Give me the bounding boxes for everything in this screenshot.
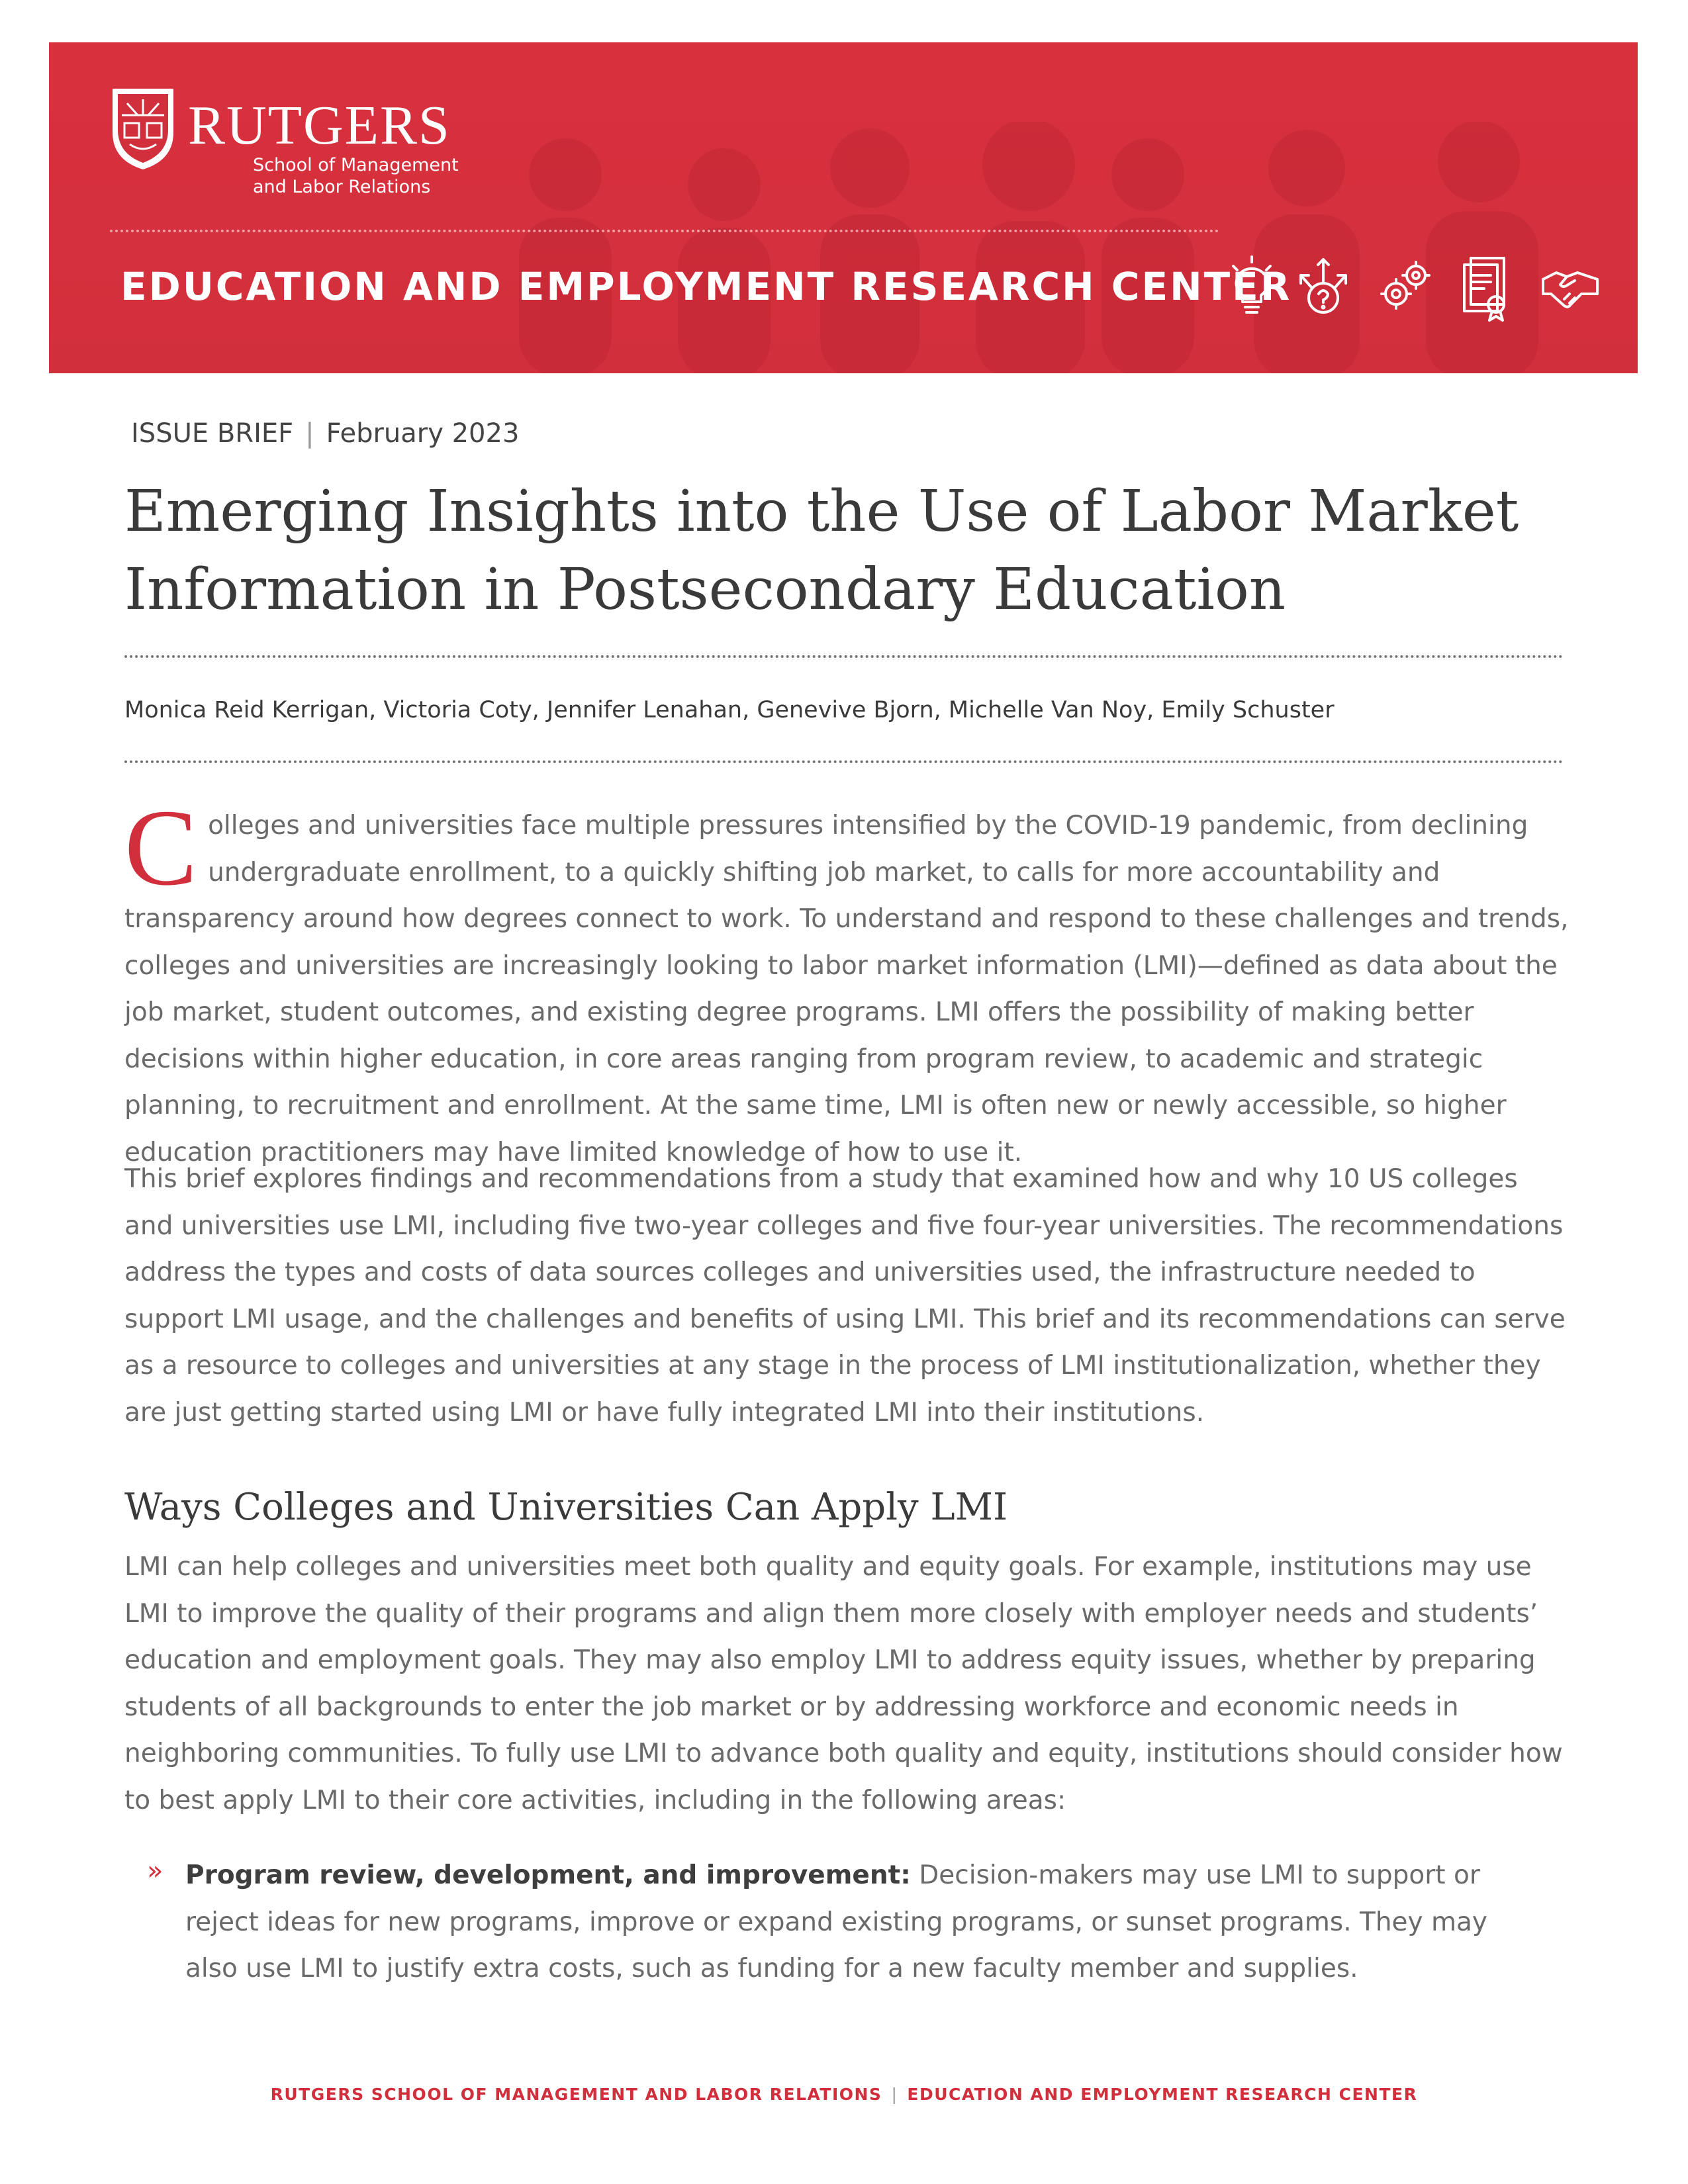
- issue-label: ISSUE BRIEF: [131, 418, 294, 449]
- apply-lmi-paragraph: LMI can help colleges and universities meet both quality and equity goals. For example, institutions may use LMI to improve the quality of their programs and align them more closely with employer needs and students’ education and employment goals. They may also employ LMI to address equity issues, whether by preparing students of all backgrounds to enter the job market or by addressing workforce and economic needs in neighboring communities. To fully use LMI to advance both quality and equity, institutions should consider how to best apply LMI to their core activities, including in the following areas:: [124, 1552, 1563, 1815]
- lightbulb-icon: [1233, 257, 1270, 312]
- banner-divider: [110, 230, 1219, 232]
- intro-paragraph: [124, 787, 1574, 1176]
- issue-date: February 2023: [326, 418, 520, 449]
- footer-school: RUTGERS SCHOOL OF MANAGEMENT AND LABOR RELATIONS: [270, 2085, 882, 2104]
- gears-icon: [1382, 262, 1429, 308]
- research-center-title: EDUCATION AND EMPLOYMENT RESEARCH CENTER: [120, 264, 1292, 309]
- school-name-line1: School of Management: [253, 155, 459, 175]
- rutgers-shield-logo: [110, 86, 176, 172]
- header-banner: [49, 42, 1638, 373]
- certificate-document-icon: [1464, 258, 1504, 320]
- authors-list: Monica Reid Kerrigan, Victoria Coty, Jennifer Lenahan, Genevive Bjorn, Michelle Van Noy, Emily Schuster: [124, 697, 1335, 723]
- footer-center: EDUCATION AND EMPLOYMENT RESEARCH CENTER: [907, 2085, 1418, 2104]
- bullet-marker: »: [147, 1856, 164, 1886]
- intro-paragraph-text: olleges and universities face multiple pressures intensified by the COVID-19 pandemic, from declining undergraduate enrollment, to a quickly shifting job market, to calls for more accountability and transparency around how degrees connect to work. To understand and respond to these challenges and trends, colleges and universities are increasingly looking to labor market information (LMI)—defined as data about the job market, student outcomes, and existing degree programs. LMI offers the possibility of making better decisions within higher education, in core areas ranging from program review, to academic and strategic planning, to recruitment and enrollment. At the same time, LMI is often new or newly accessible, so higher education practitioners may have limited knowledge of how to use it.: [124, 811, 1569, 1167]
- footer-separator: |: [891, 2085, 898, 2104]
- issue-separator: |: [305, 418, 314, 449]
- authors-divider: [124, 760, 1564, 763]
- handshake-icon: [1543, 273, 1597, 307]
- page-title-line1: Emerging Insights into the Use of Labor Market: [124, 478, 1519, 545]
- bullet-label: Program review, development, and improvement:: [185, 1860, 911, 1890]
- page-title-line2: Information in Postsecondary Education: [124, 557, 1286, 623]
- bullet-text: Decision-makers may use LMI to support or reject ideas for new programs, improve or expand existing programs, or sunset programs. They may also use LMI to justify extra costs, such as funding for a new faculty member and supplies.: [185, 1860, 1487, 1983]
- school-name-line2: and Labor Relations: [253, 176, 431, 197]
- title-divider: [124, 655, 1564, 658]
- section-heading: Ways Colleges and Universities Can Apply LMI: [124, 1486, 1008, 1529]
- school-name: [253, 155, 459, 199]
- question-arrows-icon: [1301, 259, 1346, 312]
- list-item: [185, 1852, 1542, 1993]
- people-silhouettes-illustration: [446, 122, 1638, 373]
- page-footer: [0, 2085, 1688, 2104]
- study-paragraph: This brief explores findings and recommendations from a study that examined how and why 10 US colleges and universities use LMI, including five two-year colleges and five four-year universities. The recommendations address the types and costs of data sources colleges and universities used, the infrastructure needed to support LMI usage, and the challenges and benefits of using LMI. This brief and its recommendations can serve as a resource to colleges and universities at any stage in the process of LMI institutionalization, whether they are just getting started using LMI or have fully integrated LMI into their institutions.: [124, 1164, 1566, 1428]
- rutgers-wordmark: RUTGERS: [188, 95, 451, 156]
- drop-cap: C: [124, 787, 198, 908]
- banner-icon-row: [1224, 253, 1621, 326]
- page-title: [124, 473, 1614, 629]
- issue-line: [131, 418, 519, 449]
